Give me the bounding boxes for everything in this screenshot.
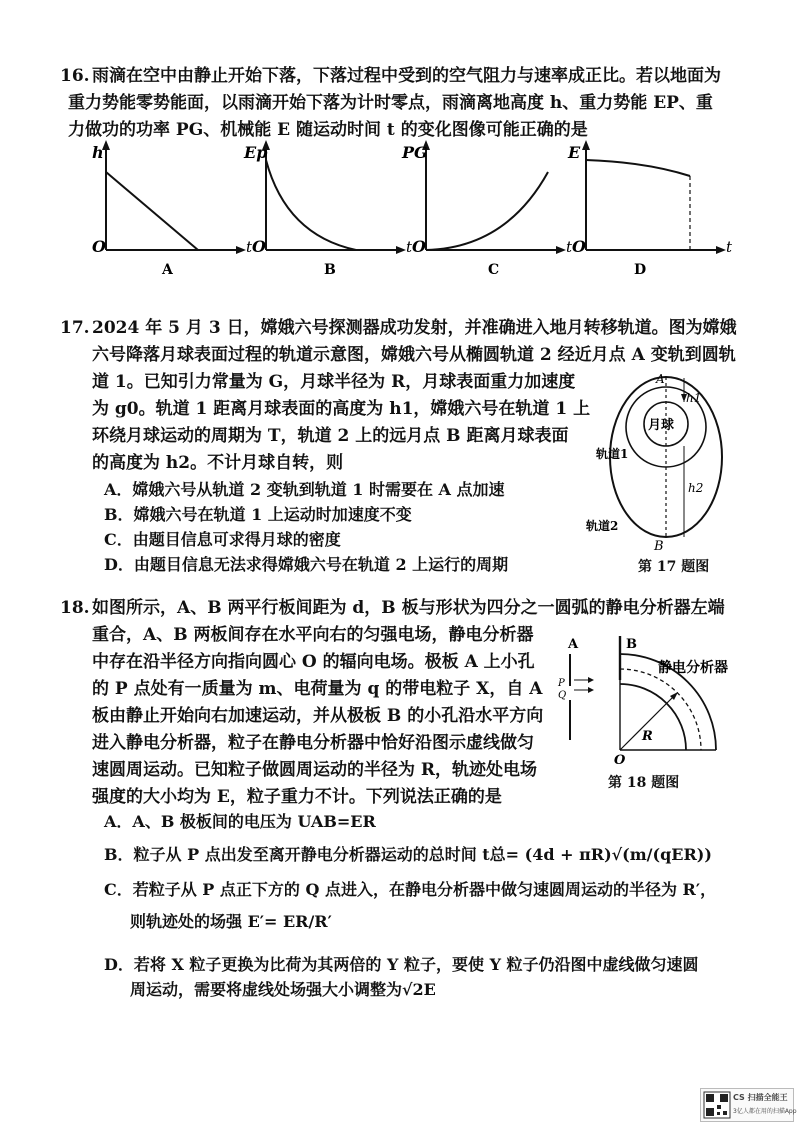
question-18-option-d-line-2[interactable]: 周运动，需要将虚线处场强大小调整为√2E xyxy=(130,980,436,999)
option-d-label: D xyxy=(634,262,647,278)
question-18-option-d-line-1[interactable]: D．若将 X 粒子更换为比荷为其两倍的 Y 粒子，要使 Y 粒子仍沿图中虚线做匀速圆 xyxy=(104,955,699,974)
h1-label: h1 xyxy=(686,391,702,405)
h2-label: h2 xyxy=(688,481,704,495)
graph-a-xlabel: t xyxy=(246,238,253,256)
orbit-2-label: 轨道2 xyxy=(586,519,619,533)
graph-c-curve xyxy=(426,172,548,250)
question-16-line-2: 重力势能零势能面，以雨滴开始下落为计时零点，雨滴离地高度 h、重力势能 EP、重 xyxy=(68,93,713,113)
question-18-number: 18. xyxy=(60,598,90,618)
graph-d-xlabel: t xyxy=(726,238,733,256)
question-18-line-1: 如图所示，A、B 两平行板间距为 d，B 板与形状为四分之一圆弧的静电分析器左端 xyxy=(92,598,725,618)
graph-c-origin: O xyxy=(412,237,426,256)
graph-a-curve xyxy=(106,172,198,250)
graph-a xyxy=(86,140,256,278)
question-17-line-1: 2024 年 5 月 3 日，嫦娥六号探测器成功发射，并准确进入地月转移轨道。图为嫦娥 xyxy=(92,318,737,338)
question-17-number: 17. xyxy=(60,318,90,338)
point-a-label: A xyxy=(656,372,665,386)
graph-b-curve xyxy=(266,160,356,250)
graph-d-curve xyxy=(586,160,690,176)
analyzer-label: 静电分析器 xyxy=(658,660,728,676)
question-18-line-6: 进入静电分析器，粒子在静电分析器中恰好沿图示虚线做匀 xyxy=(92,733,534,753)
question-17-line-3: 道 1。已知引力常量为 G，月球半径为 R，月球表面重力加速度 xyxy=(92,372,576,392)
plate-a-label: A xyxy=(568,637,579,652)
option-c-label: C xyxy=(488,262,500,278)
question-17-option-d[interactable]: D．由题目信息无法求得嫦娥六号在轨道 2 上运行的周期 xyxy=(104,555,509,574)
question-16-line-3: 力做功的功率 PG、机械能 E 随运动时间 t 的变化图像可能正确的是 xyxy=(68,120,588,140)
graph-d xyxy=(566,140,736,278)
question-17-option-b[interactable]: B．嫦娥六号在轨道 1 上运动时加速度不变 xyxy=(104,505,412,524)
question-16-number: 16. xyxy=(60,66,90,86)
point-p-label: P xyxy=(558,678,565,689)
question-18-option-c-line-2[interactable]: 则轨迹处的场强 E′= ER/R′ xyxy=(130,912,332,931)
question-17-option-c[interactable]: C．由题目信息可求得月球的密度 xyxy=(104,530,341,549)
watermark-subtitle: 3亿人都在用的扫描App xyxy=(733,1108,797,1115)
figure-18-caption: 第 18 题图 xyxy=(608,775,680,791)
graph-a-ylabel: h xyxy=(92,143,104,162)
question-16-line-1: 雨滴在空中由静止开始下落，下落过程中受到的空气阻力与速率成正比。若以地面为 xyxy=(92,66,721,86)
graph-c-xlabel: t xyxy=(566,238,573,256)
question-17-line-2: 六号降落月球表面过程的轨道示意图，嫦娥六号从椭圆轨道 2 经近月点 A 变轨到圆轨 xyxy=(92,345,736,365)
graph-d-origin: O xyxy=(572,237,586,256)
question-17-option-a[interactable]: A．嫦娥六号从轨道 2 变轨到轨道 1 时需要在 A 点加速 xyxy=(104,480,505,499)
graph-c xyxy=(402,140,576,278)
qr-code-icon xyxy=(704,1092,730,1118)
question-18-line-4: 的 P 点处有一质量为 m、电荷量为 q 的带电粒子 X，自 A xyxy=(92,679,543,699)
question-18-line-8: 强度的大小均为 E，粒子重力不计。下列说法正确的是 xyxy=(92,787,502,807)
point-b-label: B xyxy=(654,539,664,554)
question-18-line-7: 速圆周运动。已知粒子做圆周运动的半径为 R，轨迹处电场 xyxy=(92,760,538,780)
moon-label: 月球 xyxy=(648,418,675,433)
graph-a-origin: O xyxy=(92,237,106,256)
question-18-option-b[interactable]: B．粒子从 P 点出发至离开静电分析器运动的总时间 t总= (4d + πR)√(m/(qER)) xyxy=(104,845,712,864)
graph-d-ylabel: E xyxy=(568,143,581,162)
scanner-watermark xyxy=(700,1088,797,1122)
question-18-line-5: 板由静止开始向右加速运动，并从极板 B 的小孔沿水平方向 xyxy=(92,706,544,726)
question-17-line-6: 的高度为 h2。不计月球自转，则 xyxy=(92,453,344,473)
question-17-line-5: 环绕月球运动的周期为 T，轨道 2 上的远月点 B 距离月球表面 xyxy=(92,426,569,446)
question-18-option-c-line-1[interactable]: C．若粒子从 P 点正下方的 Q 点进入，在静电分析器中做匀速圆周运动的半径为 R′， xyxy=(104,880,717,899)
graph-b-origin: O xyxy=(252,237,266,256)
watermark-title: CS 扫描全能王 xyxy=(733,1093,788,1102)
point-o-label: O xyxy=(614,753,626,768)
option-a-label: A xyxy=(162,262,173,278)
question-18-line-3: 中存在沿半径方向指向圆心 O 的辐向电场。极板 A 上小孔 xyxy=(92,652,535,672)
question-17-line-4: 为 g0。轨道 1 距离月球表面的高度为 h1，嫦娥六号在轨道 1 上 xyxy=(92,399,591,419)
graph-b xyxy=(244,140,416,278)
option-b-label: B xyxy=(324,262,336,278)
point-q-label: Q xyxy=(558,690,567,701)
plate-b-label: B xyxy=(626,637,637,652)
orbit-1-label: 轨道1 xyxy=(596,447,629,461)
figure-18-analyzer xyxy=(558,636,758,766)
question-18-line-2: 重合，A、B 两板间存在水平向右的匀强电场，静电分析器 xyxy=(92,625,534,645)
graph-b-ylabel: Ep xyxy=(244,143,268,162)
question-18-option-a[interactable]: A．A、B 极板间的电压为 UAB=ER xyxy=(104,812,376,831)
graph-c-ylabel: PG xyxy=(402,143,428,162)
graph-b-xlabel: t xyxy=(406,238,413,256)
figure-17-orbits xyxy=(586,372,756,554)
figure-17-caption: 第 17 题图 xyxy=(638,559,710,575)
radius-label: R xyxy=(642,729,653,744)
